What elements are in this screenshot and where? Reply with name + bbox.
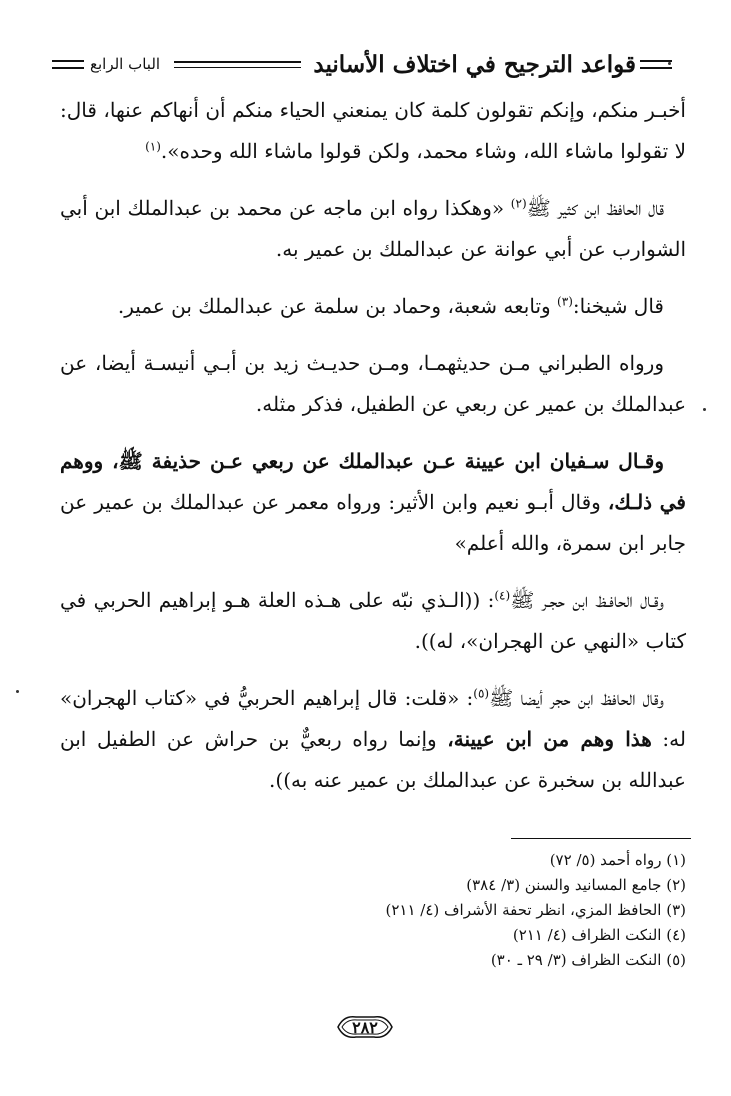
paragraph-1: أخبـر منكم، وإنكم تقولون كلمة كان يمنعني الحياء منكم أن أنهاكم عنها، قال: لا تقولوا ماشاء الله، وشاء محمد، ولكن قولوا ماشاء الله وحده».$^{(١)}$: [60, 98, 686, 163]
footnote-3: (٣) الحافظ المزي، انظر تحفة الأشراف (٤/ ٢١١): [385, 901, 686, 919]
footnote-1: (١) رواه أحمد (٥/ ٧٢): [549, 851, 686, 869]
paragraph-3: قال شيخنا:$^{(٣)}$ وتابعه شعبة، وحماد بن سلمة عن عبدالملك بن عمير.: [117, 294, 664, 318]
footnote-2: (٢) جامع المسانيد والسنن (٣/ ٣٨٤): [466, 876, 686, 894]
footnote-4: (٤) النكت الظراف (٤/ ٢١١): [512, 926, 686, 944]
header-rule: [174, 61, 301, 68]
footnote-ref: (٣): [557, 294, 573, 309]
paragraph-6: وقـال الحافـظ ابن حجـر ﷺ$^{(٤)}$: ((الـذي نبّه على هـذه العلة هـو إبراهيم الحربي في كتاب «النهي عن الهجران»، له)).: [60, 588, 686, 653]
footnote-ref: (٥): [473, 686, 490, 701]
footnotes: [286, 848, 686, 973]
scan-speck: [668, 62, 671, 65]
footnote-5: (٥) النكت الظراف (٣/ ٢٩ ـ ٣٠): [490, 951, 686, 969]
page-number: ٢٨٢: [330, 1012, 400, 1042]
scan-speck: [703, 408, 706, 411]
paragraph-7: وقال الحافظ ابن حجر أيضا ﷺ$^{(٥)}$: «قلت: قال إبراهيم الحربيُّ في «كتاب الهجران» له: هذا وهم من ابن عيينة، وإنما رواه ربعيٌّ بن حراش عن الطفيل ابن عبدالله بن سخبرة عن عبدالملك بن عمير عنه به)).: [60, 686, 686, 792]
footnote-ref: (١): [145, 139, 161, 154]
book-title: قواعد الترجيح في اختلاف الأسانيد: [313, 50, 636, 78]
running-header: [52, 44, 672, 84]
main-text: [60, 90, 686, 817]
chapter-label: الباب الرابع: [90, 55, 161, 73]
paragraph-4: ورواه الطبراني مـن حديثهمـا، ومـن حديـث زيد بن أبـي أنيسـة أيضا، عن عبدالملك بن عمير عن ربعي عن الطفيل، فذكر مثله.: [60, 351, 686, 416]
scan-speck: [16, 690, 19, 693]
footnote-ref: (٤): [494, 588, 511, 603]
footnote-separator: [511, 838, 691, 839]
footnote-ref: (٢): [510, 196, 527, 211]
header-ornament-left: [52, 60, 84, 69]
paragraph-5: وقـال سـفيان ابن عيينة عـن عبدالملك عن ربعي عـن حذيفة ﷺ، ووهم في ذلـك، وقال أبـو نعيم وابن الأثير: ورواه معمر عن عبدالملك بن عمير عن جابر ابن سمرة، والله أعلم»: [60, 449, 686, 555]
paragraph-2: قال الحافظ ابن كثير ﷺ$^{(٢)}$ «وهكذا رواه ابن ماجه عن محمد بن عبدالملك ابن أبي الشوارب عن أبي عوانة عن عبدالملك بن عمير به.: [60, 196, 686, 261]
